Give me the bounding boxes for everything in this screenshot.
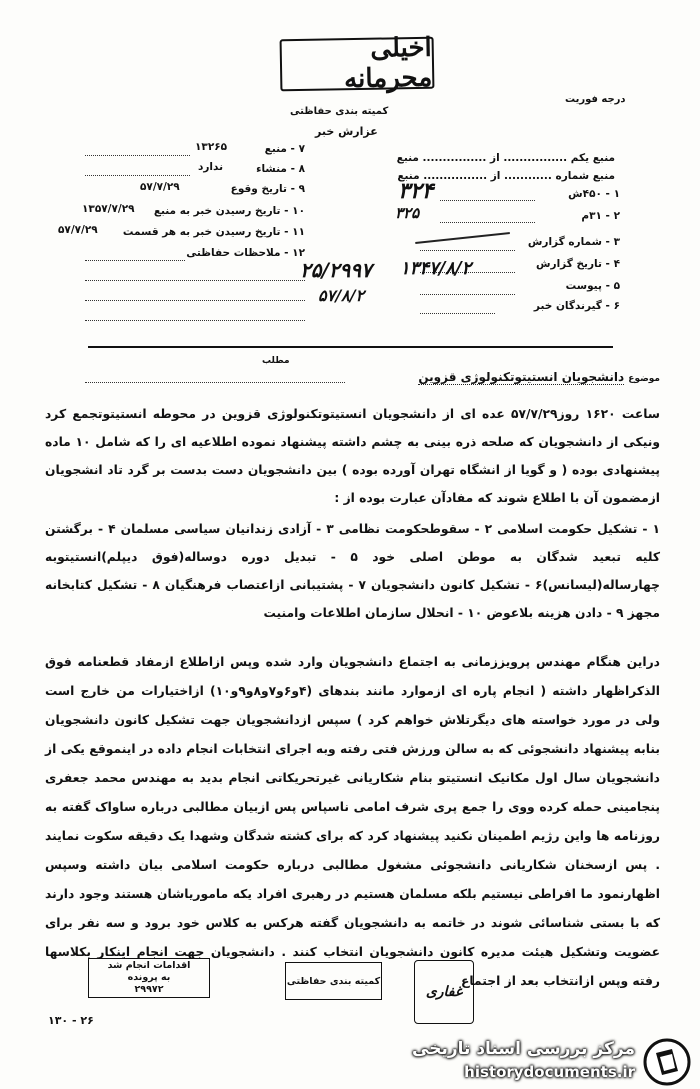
signature-stamp: غفاری — [414, 960, 474, 1024]
left-field-8: ۸ - منشاء — [256, 163, 305, 175]
handwritten-number-2: ۳۲۵ — [395, 204, 420, 222]
origin-value: ندارد — [198, 161, 224, 173]
left-field-12: ۱۲ - ملاحظات حفاظتی — [186, 247, 305, 259]
dotted-line — [85, 320, 305, 321]
section-date-value: ۵۷/۷/۲۹ — [58, 224, 98, 236]
dotted-line — [85, 175, 190, 176]
report-title: عزارش خبر — [315, 125, 378, 138]
dotted-line — [440, 200, 535, 201]
body-paragraph-1: ساعت ۱۶۲۰ روز۵۷/۷/۲۹ عده ای از دانشجویان انستیتوتکنولوژی قزوین در محوطه انستیتوتجمع کرد ونیکی از دانشجویان که صلحه ذره بینی به چشم داشته پیشنهاد نموده اطلاعیه ای را که شامل ۱۰ ماده پیشنهادی بوده ( و گویا از انشگاه تهران آورده بوده ) بین دانشجویان دست بدست بر گرد تاد انشجویان ازمضمون آن با اطلاع شوند که مفادآن عبارت بوده از : — [45, 407, 660, 505]
handwritten-stroke — [415, 231, 510, 244]
security-stamp: کمیته بندی حفاظتی — [285, 962, 382, 1000]
source-line-1: منبع یکم ................ از ................ منبع — [396, 152, 615, 164]
subject-above-note: مطلب — [262, 356, 290, 366]
right-field-4: ۴ - تاریخ گزارش — [536, 258, 620, 270]
action-stamp-line-3: ۲۹۹۷۲ — [134, 984, 164, 995]
dotted-line — [420, 294, 515, 295]
org-line: کمیته بندی حفاظتی — [290, 106, 389, 117]
dotted-line — [85, 300, 305, 301]
dotted-line — [85, 280, 305, 281]
handwritten-number-1: ۳۲۴ — [398, 178, 434, 204]
right-field-6: ۶ - گیرندگان خبر — [533, 300, 620, 312]
left-field-9: ۹ - تاریخ وقوع — [230, 183, 305, 195]
right-field-1: ۱ - ۴۵۰ش — [568, 188, 620, 200]
subject-label: موضوع — [628, 374, 660, 384]
dotted-line — [85, 260, 185, 261]
dotted-line — [440, 222, 535, 223]
dotted-line — [420, 313, 495, 314]
dotted-line — [85, 382, 345, 383]
action-stamp-line-2: به پرونده — [127, 972, 171, 983]
right-field-2: ۲ - ۳۱م — [581, 210, 620, 222]
classification-stamp: اخیلی محرمانه — [280, 37, 435, 92]
action-stamp-line-1: اقدامات انجام شد — [107, 960, 191, 971]
body-paragraph-3: دراین هنگام مهندس پرویززمانی به اجتماع دانشجویان وارد شده وپس ازاطلاع ازمفاد قطعنامه فوق الذکراظهار داشته ( انجام پاره ای ازموارد مانند بندهای (۴و۶و۷و۸و۹و۱۰) ازاختیارات من خارج است ولی در مورد خواسته های دیگرتلاش خواهم کرد ) سپس ازدانشجویان جهت تشکیل کانون دانشجویان بنابه پیشنهاد دانشجوئی که به سالن ورزش فتی رفته وبه اجرای انتخابات انجام داده در اینموقع یکی از دانشجویان سال اول مکانیک انستیتو بنام شکاریانی غیرتحریکاتی انجام بدید به مهندس محمد جعفری پنجامینی حمله کرده ووی را جمع پری شرف امامی ناسپاس پس ازبیان مطالبی درباره ساواک گفته به روزنامه ها واین رژیم اطمینان نکنید پیشنهاد کرد که برای کشته شدگان وشهدا یک دقیقه سکوت نمایند . پس ازسخنان شکاریانی دانشجوئی مشغول مطالبی درباره حکومت اسلامی بیان داشته وسپس اظهارنمود ما افراطی نیستیم بلکه مسلمان هستیم در رهبری افراد یکه ماموریاشان هستند وجود دارند که با بستی شناسائی شوند در خاتمه به دانشجویان گفته هرکس به کلاس خود برود و سه نفر برای عضویت وتشکیل هیئت مدیره کانون دانشجویان انتخاب کنند . دانشجویان جهت انجام اینکار بکلاسها رفته وپس ازانتخاب بعد از اجتماع — [45, 655, 660, 988]
source-date-value: ۱۳۵۷/۷/۲۹ — [82, 203, 135, 215]
occurrence-date-value: ۵۷/۷/۲۹ — [140, 181, 180, 193]
action-stamp — [88, 958, 210, 998]
page-number: ۱۳۰ - ۲۶ — [48, 1014, 94, 1027]
watermark-url: historydocuments.ir — [464, 1063, 635, 1081]
watermark — [410, 1035, 700, 1089]
handwritten-date-1: ۵۷/۸/۲ — [318, 286, 365, 305]
subject-text: دانشجویان انستیتوتکنولوژی قزوین — [418, 370, 625, 384]
archive-logo-icon — [642, 1037, 692, 1087]
dotted-line — [85, 155, 190, 156]
urgency-label: درجه فوریت — [565, 94, 626, 105]
left-field-10: ۱۰ - تاریخ رسیدن خبر به منبع — [153, 205, 305, 217]
left-field-7: ۷ - منبع — [264, 143, 305, 155]
left-field-11: ۱۱ - تاریخ رسیدن خبر به هر قسمت — [122, 226, 305, 238]
handwritten-date-2: ۱۳۴۷/۸/۲ — [400, 258, 472, 279]
watermark-title: مرکز بررسی اسناد تاریخی — [412, 1039, 635, 1059]
handwritten-number-3: ۲۵/۲۹۹۷ — [300, 258, 372, 282]
source-value: ۱۳۲۶۵ — [195, 141, 228, 153]
right-field-3: ۳ - شماره گزارش — [527, 236, 620, 248]
right-field-5: ۵ - پیوست — [565, 280, 620, 292]
source-line-2: منبع شماره ............ از ................ منبع — [397, 170, 615, 182]
body-paragraph-2: ۱ - تشکیل حکومت اسلامی ۲ - سقوطحکومت نظامی ۳ - آزادی زندانیان سیاسی مسلمان ۴ - برگشتن کلیه تبعید شدگان به موطن اصلی خود ۵ - تبدیل دوره دوساله(فوق دیپلم)انستیتوبه چهارساله(لیسانس)۶ - تشکیل کانون دانشجویان ۷ - پشتیبانی ازاعتصاب فرهنگیان ۸ - تشکیل کتابخانه مجهز ۹ - دادن هزینه بلاعوض ۱۰ - انحلال سازمان اطلاعات وامنیت — [45, 522, 661, 620]
header-divider — [88, 346, 613, 348]
dotted-line — [420, 250, 515, 251]
